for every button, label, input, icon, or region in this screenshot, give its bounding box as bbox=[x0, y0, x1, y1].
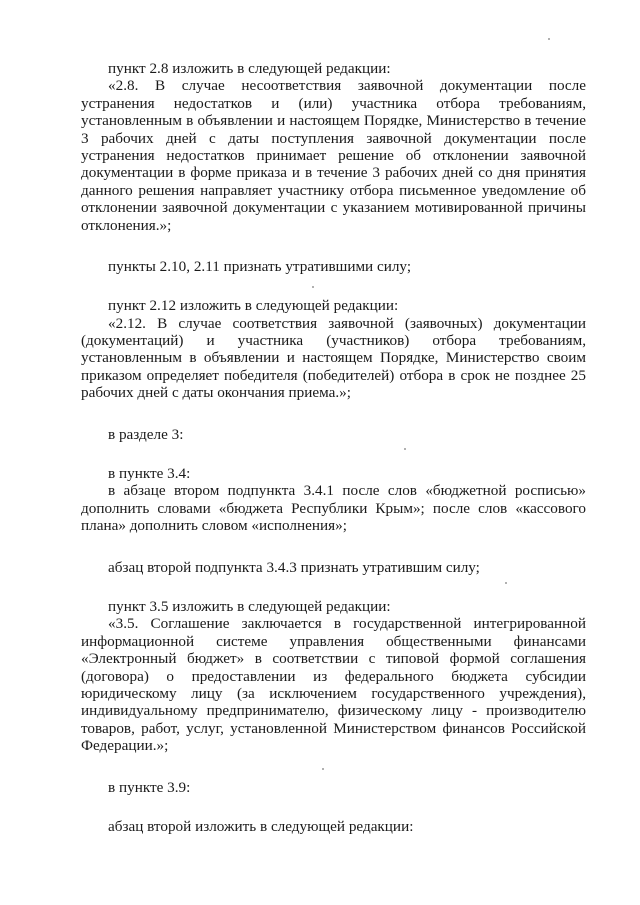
text-line: «2.12. В случае соответствия заявочной (заявочных) документации bbox=[108, 314, 586, 332]
text-line: абзац второй подпункта 3.4.3 признать утратившим силу; bbox=[108, 558, 480, 576]
text-line: пункт 3.5 изложить в следующей редакции: bbox=[108, 597, 391, 615]
text-line: данного решения направляет участнику отбора письменное уведомление об bbox=[81, 181, 586, 199]
text-line: отклонения.»; bbox=[81, 216, 172, 234]
text-line: плана» дополнить словом «исполнения»; bbox=[81, 517, 347, 535]
text-line: пункт 2.12 изложить в следующей редакции: bbox=[108, 297, 399, 315]
text-line: Федерации.»; bbox=[81, 737, 169, 755]
text-line: в абзаце втором подпункта 3.4.1 после слов «бюджетной росписью» bbox=[108, 482, 586, 500]
paragraph bbox=[81, 779, 586, 796]
text-line: в пункте 3.9: bbox=[108, 778, 191, 796]
text-line: информационной системе управления общественными финансами bbox=[81, 632, 586, 650]
text-line: абзац второй изложить в следующей редакции: bbox=[108, 817, 414, 835]
text-line: документации в форме приказа и в течение 3 рабочих дней со дня принятия bbox=[81, 164, 586, 182]
text-line: отклонении заявочной документации с указанием мотивированной причины bbox=[81, 199, 586, 217]
paragraph bbox=[81, 258, 586, 275]
text-line: установленным в объявлении и настоящем Порядке, Министерство в течение bbox=[81, 112, 586, 130]
text-line: приказом определяет победителя (победителей) отбора в срок не позднее 25 bbox=[81, 366, 586, 384]
text-line: установленным в объявлении и настоящем Порядке, Министерство своим bbox=[81, 349, 586, 367]
text-line: «2.8. В случае несоответствия заявочной документации после bbox=[108, 77, 586, 95]
text-line: (договора) о предоставлении из федерального бюджета субсидии bbox=[81, 667, 586, 685]
text-line: устранения недостатков и (или) участника отбора требованиям, bbox=[81, 94, 586, 112]
text-line: в пункте 3.4: bbox=[108, 465, 191, 483]
text-line: 3 рабочих дней с даты поступления заявочной документации после bbox=[81, 129, 586, 147]
scan-speck bbox=[312, 286, 314, 288]
text-line: (документаций) и участника (участников) отбора требованиям, bbox=[81, 332, 586, 350]
text-line: пункт 2.8 изложить в следующей редакции: bbox=[108, 60, 391, 77]
text-line: товаров, работ, услуг, установленной Министерством финансов Российской bbox=[81, 719, 586, 737]
text-line: юридическому лицу (за исключением государственного учреждения), bbox=[81, 684, 586, 702]
text-line: рабочих дней с даты окончания приема.»; bbox=[81, 384, 351, 402]
paragraph bbox=[81, 818, 586, 835]
paragraph bbox=[81, 60, 586, 234]
scan-speck bbox=[505, 582, 507, 584]
text-line: «Электронный бюджет» в соответствии с типовой формой соглашения bbox=[81, 650, 586, 668]
text-line: в разделе 3: bbox=[108, 425, 184, 443]
text-line: пункты 2.10, 2.11 признать утратившими силу; bbox=[108, 257, 412, 275]
text-line: устранения недостатков принимает решение об отклонении заявочной bbox=[81, 146, 586, 164]
scan-speck bbox=[322, 768, 324, 770]
paragraph bbox=[81, 426, 586, 443]
paragraph bbox=[81, 559, 586, 576]
scan-speck bbox=[548, 38, 550, 40]
paragraph bbox=[81, 465, 586, 535]
scan-speck bbox=[404, 448, 406, 450]
text-line: дополнить словами «бюджета Республики Крым»; после слов «кассового bbox=[81, 499, 586, 517]
paragraph bbox=[81, 297, 586, 401]
paragraph bbox=[81, 598, 586, 755]
text-line: «3.5. Соглашение заключается в государственной интегрированной bbox=[108, 615, 586, 633]
text-line: индивидуальному предпринимателю, физическому лицу - производителю bbox=[81, 702, 586, 720]
